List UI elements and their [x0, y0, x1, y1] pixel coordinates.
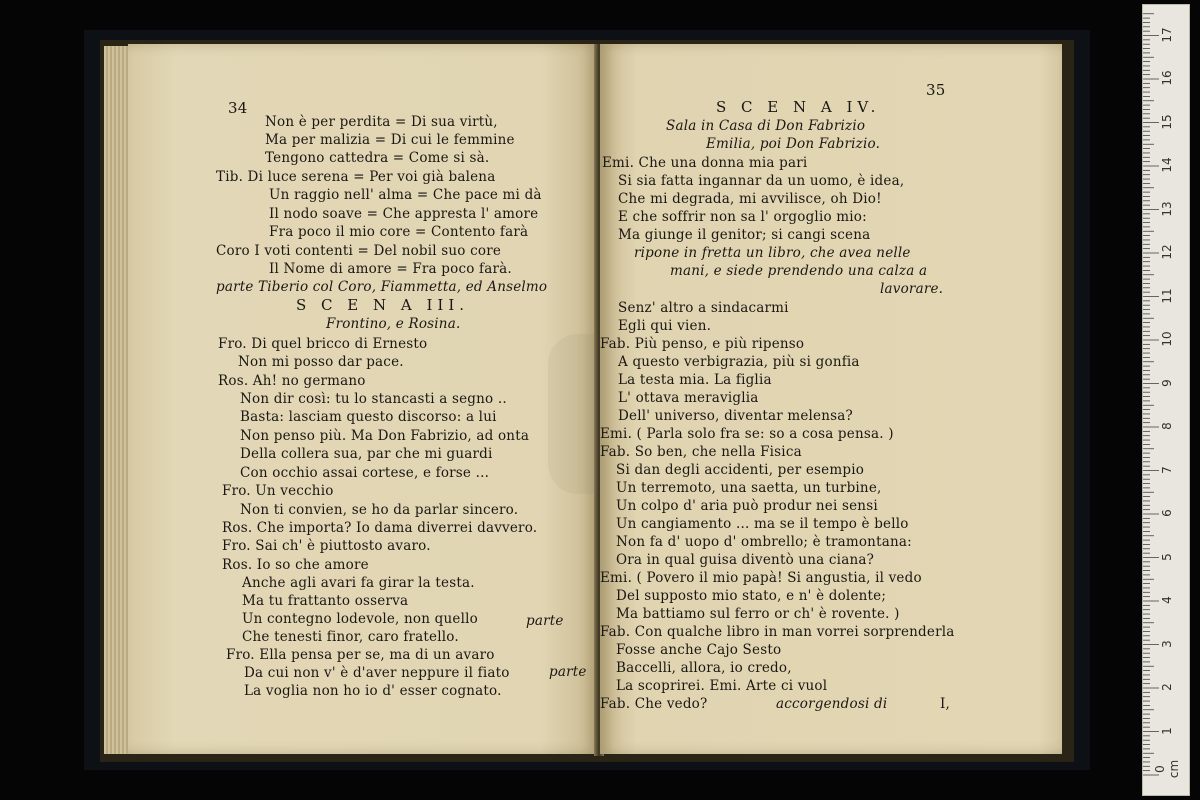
scene-characters: Frontino, e Rosina.	[326, 316, 461, 332]
page-number-left: 34	[228, 99, 248, 117]
ruler-number: 12	[1160, 244, 1174, 260]
text-line: Senz' altro a sindacarmi	[618, 300, 789, 316]
stage-direction: parte	[549, 664, 587, 680]
stage-direction: parte	[526, 613, 564, 629]
text-line: Della collera sua, par che mi guardi	[240, 446, 493, 462]
ruler-number: 8	[1160, 422, 1174, 430]
text-line: Tengono cattedra = Come si sà.	[265, 150, 490, 166]
text-line: Non mi posso dar pace.	[238, 354, 404, 370]
text-line: Fro. Ella pensa per se, ma di un avaro	[226, 647, 495, 663]
text-line: Un cangiamento ... ma se il tempo è bello	[616, 516, 909, 532]
text-line: Fra poco il mio core = Contento farà	[269, 224, 529, 240]
text-line: Fro. Sai ch' è piuttosto avaro.	[222, 538, 431, 554]
text-line: Tib. Di luce serena = Per voi già balena	[216, 169, 496, 185]
text-line: Ros. Io so che amore	[222, 557, 369, 573]
scene-heading: S C E N A IV.	[716, 98, 881, 116]
text-line: Coro I voti contenti = Del nobil suo core	[216, 243, 502, 259]
ruler-number: 1	[1160, 726, 1174, 735]
stage-direction: ripone in fretta un libro, che avea nelle	[634, 245, 911, 261]
text-line: Ros. Che importa? Io dama diverrei davvero.	[222, 520, 538, 536]
text-line: Con occhio assai cortese, e forse ...	[240, 465, 490, 481]
text-line: Non dir così: tu lo stancasti a segno ..	[240, 391, 507, 407]
ruler-number: 2	[1160, 683, 1174, 691]
text-line: Non fa d' uopo d' ombrello; è tramontana:	[616, 534, 912, 550]
text-line: L' ottava meraviglia	[618, 390, 759, 406]
signature-mark: I,	[940, 696, 951, 712]
text-line: Basta: lasciam questo discorso: a lui	[240, 409, 497, 425]
text-line: Un terremoto, una saetta, un turbine,	[616, 480, 882, 496]
text-line: Il Nome di amore = Fra poco farà.	[269, 261, 512, 277]
text-line: La voglia non ho io d' esser cognato.	[244, 683, 502, 699]
page-number-right: 35	[926, 81, 946, 99]
text-line: Anche agli avari fa girar la testa.	[242, 575, 475, 591]
text-line: Emi. Che una donna mia pari	[602, 155, 808, 171]
text-line: Fab. So ben, che nella Fisica	[600, 444, 802, 460]
scene-heading: S C E N A III.	[296, 296, 470, 314]
text-line: Egli qui vien.	[618, 318, 712, 334]
text-line: Dell' universo, diventar melensa?	[618, 408, 853, 424]
ruler-number: 17	[1160, 26, 1174, 43]
left-page	[128, 44, 598, 754]
text-line: Ros. Ah! no germano	[218, 373, 366, 389]
text-line: Emi. ( Parla solo fra se: so a cosa pensa. )	[600, 426, 894, 442]
text-line: Del supposto mio stato, e n' è dolente;	[616, 588, 887, 604]
scene-characters: Emilia, poi Don Fabrizio.	[706, 136, 881, 152]
text-line: La scoprirei. Emi. Arte ci vuol	[616, 678, 828, 694]
ruler-number: 4	[1160, 596, 1174, 604]
text-line: Un raggio nell' alma = Che pace mi dà	[269, 187, 542, 203]
ruler-number: 14	[1160, 157, 1174, 173]
measuring-ruler	[1142, 4, 1190, 796]
stage-direction: accorgendosi di	[776, 696, 888, 712]
ruler-number: 13	[1160, 200, 1174, 217]
text-line: Ora in qual guisa diventò una ciana?	[616, 552, 875, 568]
text-line: Ma giunge il genitor; si cangi scena	[618, 227, 871, 243]
text-line: Un contegno lodevole, non quello	[242, 611, 478, 627]
stage-direction: mani, e siede prendendo una calza a	[670, 263, 928, 279]
ruler-number: 11	[1160, 287, 1174, 304]
text-line: Che mi degrada, mi avvilisce, oh Dio!	[618, 191, 882, 207]
ruler-number: 10	[1160, 331, 1174, 347]
text-line: Fab. Con qualche libro in man vorrei sorprenderla	[600, 624, 955, 640]
text-line: E che soffrir non sa l' orgoglio mio:	[618, 209, 867, 225]
text-line: La testa mia. La figlia	[618, 372, 772, 388]
text-line: Si sia fatta ingannar da un uomo, è idea,	[618, 173, 905, 189]
ruler-number: 7	[1160, 465, 1174, 474]
ruler-number: 16	[1160, 70, 1174, 86]
text-line: A questo verbigrazia, più si gonfia	[618, 354, 860, 370]
text-line: Fab. Più penso, e più ripenso	[600, 336, 805, 352]
text-line: Emi. ( Povero il mio papà! Si angustia, il vedo	[600, 570, 922, 586]
ruler-number: 6	[1160, 509, 1174, 517]
stage-direction: lavorare.	[880, 281, 944, 297]
text-line: Da cui non v' è d'aver neppure il fiato	[244, 665, 510, 681]
text-line: Si dan degli accidenti, per esempio	[616, 462, 865, 478]
text-line: Non penso più. Ma Don Fabrizio, ad onta	[240, 428, 530, 444]
text-line: Non è per perdita = Di sua virtù,	[265, 114, 498, 130]
text-line: Ma tu frattanto osserva	[242, 593, 409, 609]
ruler-number: 3	[1160, 639, 1174, 648]
text-line: Che tenesti finor, caro fratello.	[242, 629, 459, 645]
text-line: Fro. Un vecchio	[222, 483, 334, 499]
ruler-number: 5	[1160, 552, 1174, 561]
text-line: Ma per malizia = Di cui le femmine	[265, 132, 515, 148]
text-line: Fro. Di quel bricco di Ernesto	[218, 336, 428, 352]
text-line: Un colpo d' aria può produr nei sensi	[616, 498, 878, 514]
right-page	[600, 44, 1062, 754]
text-line: Ma battiamo sul ferro or ch' è rovente. )	[616, 606, 900, 622]
ruler-number: 15	[1160, 113, 1174, 130]
text-line: Fab. Che vedo?	[600, 696, 708, 712]
text-line: Il nodo soave = Che appresta l' amore	[269, 206, 539, 222]
text-line: Baccelli, allora, io credo,	[616, 660, 792, 676]
ruler-unit-label: 0 cm	[1153, 759, 1181, 779]
text-line: Fosse anche Cajo Sesto	[616, 642, 782, 658]
text-line: Non ti convien, se ho da parlar sincero.	[240, 502, 519, 518]
ruler-number: 9	[1160, 378, 1174, 387]
stage-direction: parte Tiberio col Coro, Fiammetta, ed Anselmo	[216, 279, 548, 295]
scene-location: Sala in Casa di Don Fabrizio	[666, 118, 866, 134]
